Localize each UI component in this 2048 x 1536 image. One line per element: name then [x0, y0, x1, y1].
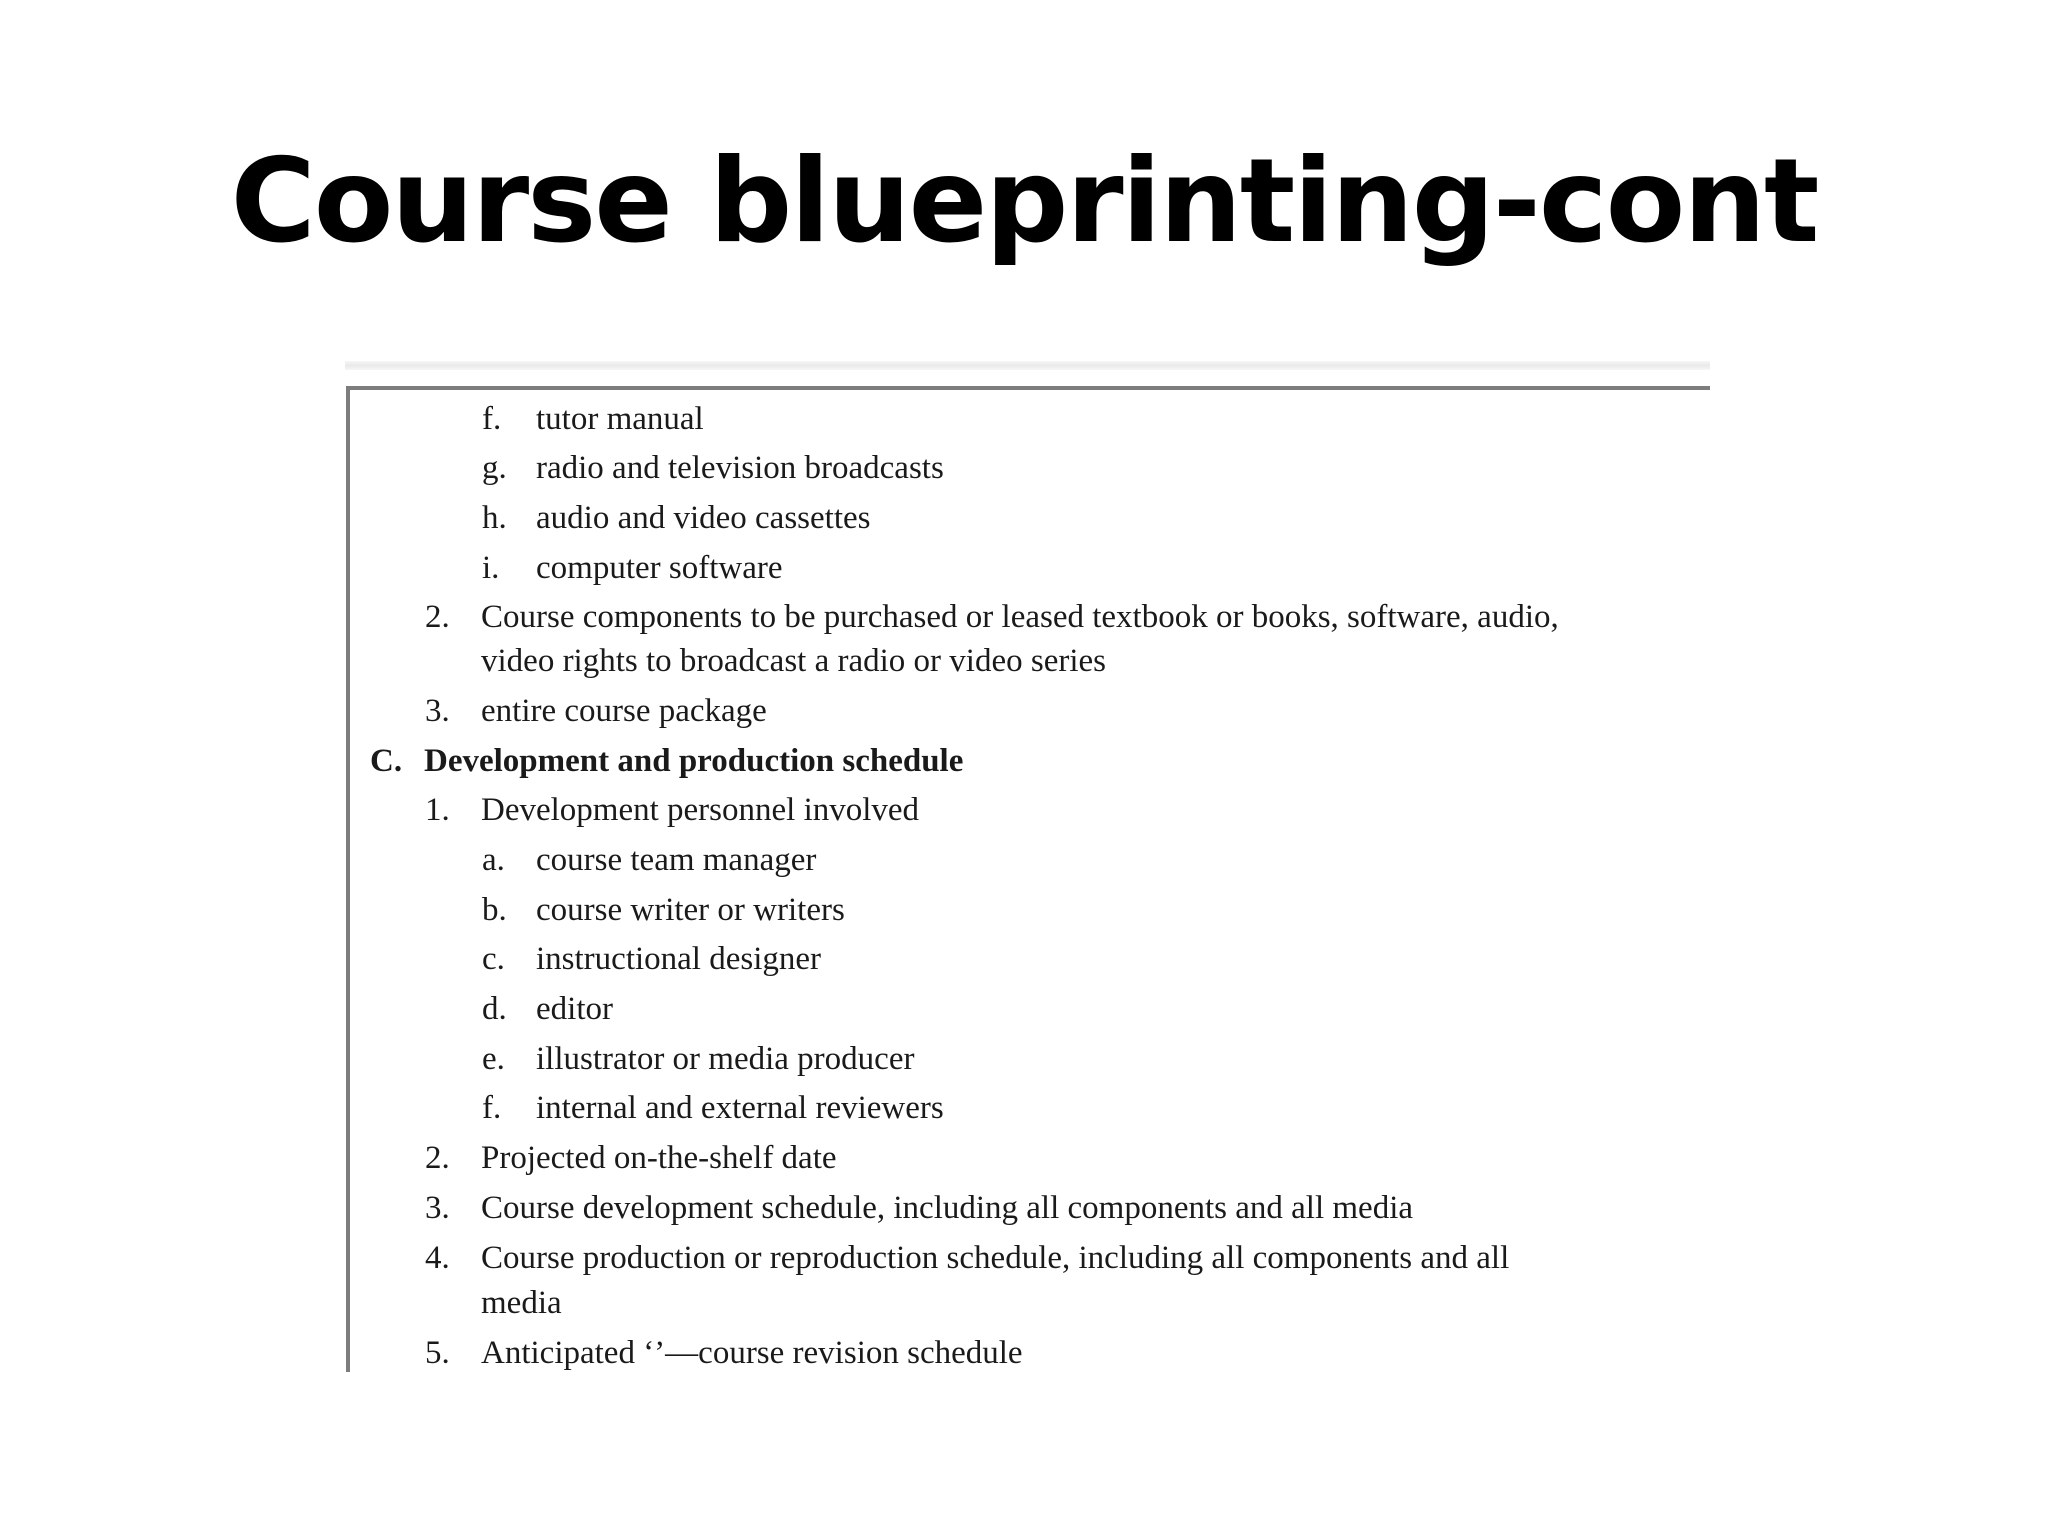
item-text: audio and video cassettes [536, 500, 871, 536]
item-text: Anticipated ‘’—course revision schedule [481, 1335, 1023, 1371]
item-marker: a. [482, 842, 505, 878]
item-text: entire course package [481, 693, 767, 729]
item-text: tutor manual [536, 401, 704, 437]
section-heading: Development and production schedule [424, 743, 964, 779]
item-text: Course production or reproduction schedule, including all components and all [481, 1240, 1510, 1276]
item-marker: 3. [425, 693, 450, 729]
item-text: illustrator or media producer [536, 1041, 915, 1077]
item-marker: 4. [425, 1240, 450, 1276]
item-text: course writer or writers [536, 892, 845, 928]
item-text: Projected on-the-shelf date [481, 1140, 837, 1176]
item-marker: i. [482, 550, 500, 586]
item-marker: 2. [425, 1140, 450, 1176]
slide-title: Course blueprinting-cont [230, 134, 1818, 269]
item-marker: 5. [425, 1335, 450, 1371]
item-marker: g. [482, 450, 507, 486]
item-marker: b. [482, 892, 507, 928]
item-marker: d. [482, 991, 507, 1027]
item-marker: c. [482, 941, 505, 977]
section-marker: C. [370, 743, 403, 779]
item-marker: 3. [425, 1190, 450, 1226]
item-text: radio and television broadcasts [536, 450, 944, 486]
item-marker: 2. [425, 599, 450, 635]
item-text: computer software [536, 550, 783, 586]
item-text: editor [536, 991, 613, 1027]
item-text: Development personnel involved [481, 792, 920, 828]
item-text: Course development schedule, including all components and all media [481, 1190, 1414, 1226]
item-marker: e. [482, 1041, 505, 1077]
item-text: course team manager [536, 842, 817, 878]
item-text: internal and external reviewers [536, 1090, 944, 1126]
item-marker: f. [482, 401, 502, 437]
item-marker: 1. [425, 792, 450, 828]
item-text-continuation: video rights to broadcast a radio or video series [481, 643, 1106, 679]
item-marker: h. [482, 500, 507, 536]
item-text-continuation: media [481, 1285, 562, 1321]
item-text: Course components to be purchased or leased textbook or books, software, audio, [481, 599, 1559, 635]
item-text: instructional designer [536, 941, 822, 977]
item-marker: f. [482, 1090, 502, 1126]
